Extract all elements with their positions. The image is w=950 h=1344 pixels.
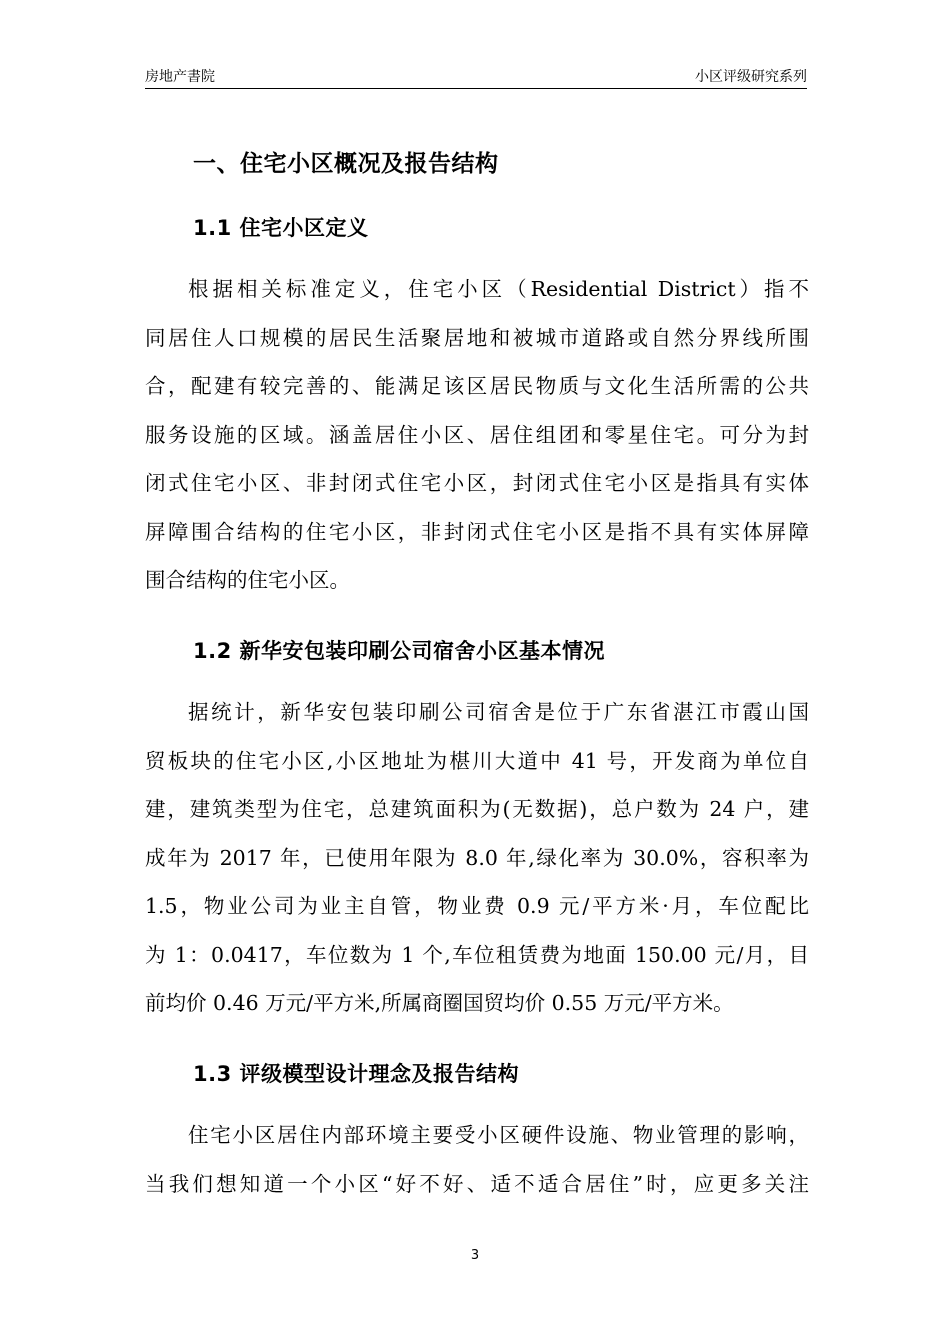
paragraph-line: 1.5，物业公司为业主自管，物业费 0.9 元/平方米·月，车位配比 — [145, 894, 809, 918]
chapter-heading: 一、住宅小区概况及报告结构 — [193, 151, 499, 177]
paragraph-line: 合，配建有较完善的、能满足该区居民物质与文化生活所需的公共 — [145, 374, 809, 398]
paragraph-line: 贸板块的住宅小区,小区地址为椹川大道中 41 号，开发商为单位自 — [145, 748, 809, 773]
paragraph-line: 前均价 0.46 万元/平方米,所属商圈国贸均价 0.55 万元/平方米。 — [145, 991, 734, 1015]
paragraph-line: 服务设施的区域。涵盖居住小区、居住组团和零星住宅。可分为封 — [145, 422, 809, 447]
section-1-1-paragraph — [145, 265, 809, 605]
section-1-2-heading: 1.2 新华安包装印刷公司宿舍小区基本情况 — [193, 639, 606, 663]
paragraph-line: 围合结构的住宅小区。 — [145, 568, 350, 592]
paragraph-line: 闭式住宅小区、非封闭式住宅小区，封闭式住宅小区是指具有实体 — [145, 471, 809, 495]
paragraph-line: 住宅小区居住内部环境主要受小区硬件设施、物业管理的影响， — [188, 1123, 809, 1147]
header-publisher: 房地产書院 — [145, 69, 215, 85]
paragraph-line: 为 1：0.0417，车位数为 1 个,车位租赁费为地面 150.00 元/月，目 — [145, 942, 809, 967]
section-1-3-heading: 1.3 评级模型设计理念及报告结构 — [193, 1062, 520, 1086]
page-number: 3 — [470, 1248, 480, 1263]
section-1-2-paragraph — [145, 688, 809, 1028]
page-header — [145, 62, 807, 89]
section-1-1-heading: 1.1 住宅小区定义 — [193, 216, 369, 240]
header-series-title: 小区评级研究系列 — [695, 69, 807, 85]
paragraph-line: 屏障围合结构的住宅小区，非封闭式住宅小区是指不具有实体屏障 — [145, 519, 809, 544]
paragraph-line: 当我们想知道一个小区“好不好、适不适合居住”时，应更多关注 — [145, 1171, 809, 1196]
paragraph-line: 建，建筑类型为住宅，总建筑面积为(无数据)，总户数为 24 户，建 — [145, 797, 809, 821]
paragraph-line: 根据相关标准定义，住宅小区（Residential District）指不 — [188, 277, 809, 301]
paragraph-line: 成年为 2017 年，已使用年限为 8.0 年,绿化率为 30.0%，容积率为 — [145, 845, 809, 870]
paragraph-line: 据统计，新华安包装印刷公司宿舍是位于广东省湛江市霞山国 — [188, 700, 809, 724]
section-1-3-paragraph — [145, 1111, 809, 1208]
paragraph-line: 同居住人口规模的居民生活聚居地和被城市道路或自然分界线所围 — [145, 325, 809, 350]
